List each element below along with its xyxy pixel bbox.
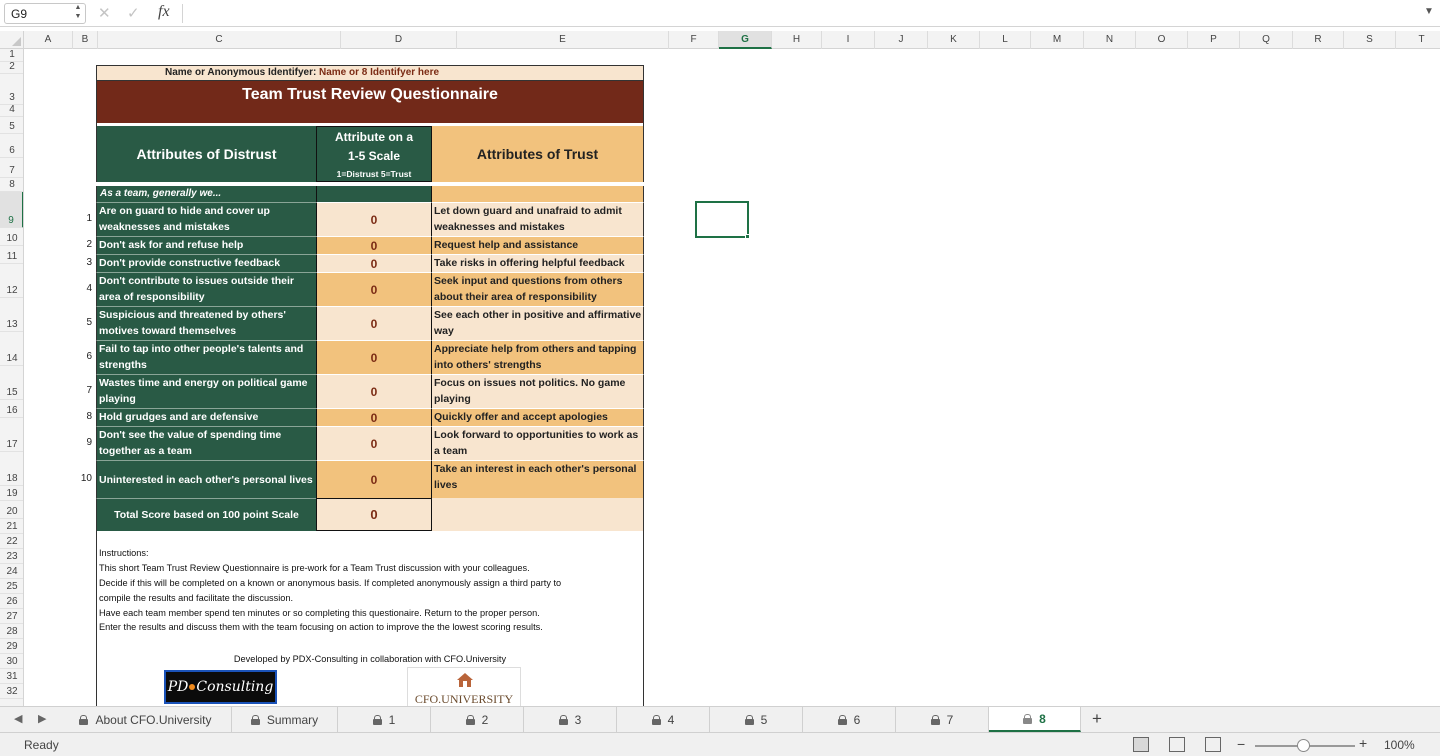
row-header-29[interactable]: 29 <box>0 639 24 654</box>
trust-attribute: Focus on issues not politics. No game playing <box>432 374 644 408</box>
row-header-24[interactable]: 24 <box>0 564 24 579</box>
column-header-i[interactable]: I <box>822 31 875 49</box>
subheader-as-a-team: As a team, generally we... <box>96 186 316 202</box>
name-box-stepper-icon[interactable]: ▲ ▼ <box>74 4 82 20</box>
trust-attribute: Request help and assistance <box>432 236 644 254</box>
item-number: 5 <box>86 317 92 328</box>
lock-icon <box>559 715 568 725</box>
header-scale <box>316 126 432 182</box>
column-header-o[interactable]: O <box>1136 31 1188 49</box>
header-distrust: Attributes of Distrust <box>96 126 316 182</box>
score-cell[interactable]: 0 <box>316 374 432 408</box>
column-header-l[interactable]: L <box>980 31 1031 49</box>
sheet-tab-7[interactable] <box>896 707 989 732</box>
column-header-p[interactable]: P <box>1188 31 1240 49</box>
trust-attribute: Look forward to opportunities to work as a team <box>432 426 644 460</box>
expand-formula-bar-icon[interactable]: ▼ <box>1424 6 1434 17</box>
row-header-1[interactable]: 1 <box>0 49 24 62</box>
column-header-h[interactable]: H <box>772 31 822 49</box>
cfo-house-icon <box>456 672 474 688</box>
trust-attribute: Let down guard and unafraid to admit weaknesses and mistakes <box>432 202 644 236</box>
distrust-attribute: Fail to tap into other people's talents and strengths <box>96 340 316 374</box>
score-cell[interactable]: 0 <box>316 340 432 374</box>
subheader-scale-blank <box>316 186 432 202</box>
row-header-18[interactable]: 18 <box>0 452 24 486</box>
lock-icon <box>1023 714 1032 724</box>
score-cell[interactable]: 0 <box>316 306 432 340</box>
row-header-15[interactable]: 15 <box>0 366 24 400</box>
item-number: 9 <box>86 437 92 448</box>
selected-cell-g9[interactable] <box>695 201 749 238</box>
sheet-tab-label: 5 <box>760 712 768 727</box>
name-identifier-row <box>96 65 644 81</box>
score-cell[interactable]: 0 <box>316 426 432 460</box>
column-header-e[interactable]: E <box>457 31 669 49</box>
normal-view-icon[interactable] <box>1133 737 1149 752</box>
column-header-a[interactable]: A <box>24 31 73 49</box>
select-all-triangle-icon <box>12 37 21 46</box>
row-header-19[interactable]: 19 <box>0 486 24 501</box>
row-header-7[interactable]: 7 <box>0 158 24 178</box>
item-number: 1 <box>86 213 92 224</box>
item-number: 8 <box>86 411 92 422</box>
score-cell[interactable]: 0 <box>316 202 432 236</box>
sheet-tab-label: 4 <box>667 712 675 727</box>
row-header-20[interactable]: 20 <box>0 501 24 519</box>
column-header-q[interactable]: Q <box>1240 31 1293 49</box>
row-header-13[interactable]: 13 <box>0 298 24 332</box>
column-header-d[interactable]: D <box>341 31 457 49</box>
instructions-line: Have each team member spend ten minutes or so completing this questionaire. Return to the proper person. <box>99 608 540 618</box>
developed-by-text: Developed by PDX-Consulting in collaboration with CFO.University <box>233 654 507 664</box>
page-break-view-icon[interactable] <box>1205 737 1221 752</box>
item-number: 10 <box>80 473 92 484</box>
page-layout-view-icon[interactable] <box>1169 737 1185 752</box>
trust-attribute: See each other in positive and affirmative way <box>432 306 644 340</box>
lock-icon <box>931 715 940 725</box>
row-headers <box>0 49 24 706</box>
distrust-attribute: Wastes time and energy on political game playing <box>96 374 316 408</box>
row-header-4[interactable]: 4 <box>0 105 24 117</box>
column-header-r[interactable]: R <box>1293 31 1344 49</box>
row-header-22[interactable]: 22 <box>0 534 24 549</box>
instructions-line: Decide if this will be completed on a known or anonymous basis. If completed anonymously assign a third party to <box>99 578 562 588</box>
name-box[interactable]: G9 <box>4 3 86 24</box>
questionnaire-title: Team Trust Review Questionnaire <box>96 81 644 123</box>
lock-icon <box>79 715 88 725</box>
name-identifier-label: Name or Anonymous Identifyer: <box>165 67 317 78</box>
item-number: 6 <box>86 351 92 362</box>
trust-attribute: Seek input and questions from others about their area of responsibility <box>432 272 644 306</box>
sheet-tab-label: 6 <box>853 712 861 727</box>
cancel-icon[interactable]: ✕ <box>98 5 111 22</box>
column-header-j[interactable]: J <box>875 31 928 49</box>
score-cell[interactable]: 0 <box>316 236 432 254</box>
pdx-consulting-logo: PD Consulting <box>164 670 277 704</box>
row-header-10[interactable]: 10 <box>0 228 24 246</box>
column-header-s[interactable]: S <box>1344 31 1396 49</box>
sheet-tab-bar <box>0 706 1440 732</box>
instructions-line: Enter the results and discuss them with the team focusing on action to improve the the lowest scoring results. <box>99 622 543 632</box>
row-header-23[interactable]: 23 <box>0 549 24 564</box>
scroll-tabs-left-icon[interactable]: ◀ <box>14 713 23 725</box>
trust-attribute: Quickly offer and accept apologies <box>432 408 644 426</box>
sheet-tab-3[interactable] <box>524 707 617 732</box>
sheet-tab-label: 8 <box>1039 711 1046 726</box>
zoom-out-button[interactable]: − <box>1237 736 1246 752</box>
header-trust: Attributes of Trust <box>432 126 644 182</box>
row-header-11[interactable]: 11 <box>0 246 24 264</box>
trust-attribute: Appreciate help from others and tapping into others' strengths <box>432 340 644 374</box>
column-header-g[interactable]: G <box>719 31 772 49</box>
column-headers <box>24 31 1440 49</box>
row-header-21[interactable]: 21 <box>0 519 24 534</box>
total-score-value[interactable]: 0 <box>316 498 432 531</box>
zoom-in-button[interactable]: + <box>1359 735 1368 751</box>
column-header-t[interactable]: T <box>1396 31 1440 49</box>
header-scale-line2: 1-5 Scale <box>347 149 401 163</box>
header-scale-line1: Attribute on a <box>335 130 413 144</box>
worksheet-grid[interactable] <box>24 49 1440 706</box>
row-header-28[interactable]: 28 <box>0 624 24 639</box>
subheader-trust-blank <box>432 186 644 202</box>
item-number: 7 <box>86 385 92 396</box>
row-header-12[interactable]: 12 <box>0 264 24 298</box>
distrust-attribute: Hold grudges and are defensive <box>96 408 316 426</box>
sheet-tab-about-cfo-university[interactable] <box>60 707 232 732</box>
header-scale-legend: 1=Distrust 5=Trust <box>336 169 412 179</box>
sheet-tab-6[interactable] <box>803 707 896 732</box>
formula-bar-divider <box>182 4 183 23</box>
sheet-tab-label: Summary <box>266 712 319 727</box>
score-cell[interactable]: 0 <box>316 272 432 306</box>
item-number: 3 <box>86 257 92 268</box>
distrust-attribute: Are on guard to hide and cover up weaknesses and mistakes <box>96 202 316 236</box>
fill-handle[interactable] <box>745 234 750 239</box>
select-all-corner[interactable] <box>0 31 24 49</box>
trust-attribute: Take an interest in each other's personal lives <box>432 460 644 498</box>
row-header-32[interactable]: 32 <box>0 684 24 699</box>
lock-icon <box>466 715 475 725</box>
row-header-25[interactable]: 25 <box>0 579 24 594</box>
zoom-slider-thumb[interactable] <box>1297 739 1310 752</box>
enter-check-icon[interactable]: ✓ <box>127 5 140 22</box>
row-header-16[interactable]: 16 <box>0 400 24 418</box>
distrust-attribute: Don't ask for and refuse help <box>96 236 316 254</box>
instructions-line: compile the results and facilitate the discussion. <box>99 593 294 603</box>
item-number: 2 <box>86 239 92 250</box>
column-header-c[interactable]: C <box>98 31 341 49</box>
column-header-b[interactable]: B <box>73 31 98 49</box>
row-header-31[interactable]: 31 <box>0 669 24 684</box>
distrust-attribute: Uninterested in each other's personal lives <box>96 460 316 498</box>
lock-icon <box>745 715 754 725</box>
lock-icon <box>652 715 661 725</box>
cfo-university-logo <box>407 667 521 706</box>
distrust-attribute: Suspicious and threatened by others' motives toward themselves <box>96 306 316 340</box>
row-header-2[interactable]: 2 <box>0 62 24 74</box>
row-header-6[interactable]: 6 <box>0 134 24 158</box>
name-identifier-value[interactable]: Name or 8 Identifyer here <box>319 67 440 78</box>
row-header-27[interactable]: 27 <box>0 609 24 624</box>
row-header-17[interactable]: 17 <box>0 418 24 452</box>
add-sheet-button[interactable]: + <box>1092 709 1102 728</box>
row-header-9[interactable]: 9 <box>0 192 24 228</box>
row-header-14[interactable]: 14 <box>0 332 24 366</box>
score-cell[interactable]: 0 <box>316 254 432 272</box>
sheet-tab-label: 3 <box>574 712 582 727</box>
lock-icon <box>838 715 847 725</box>
sheet-tab-5[interactable] <box>710 707 803 732</box>
instructions-line: This short Team Trust Review Questionnaire is pre-work for a Team Trust discussion with your colleagues. <box>99 563 530 573</box>
distrust-attribute: Don't see the value of spending time together as a team <box>96 426 316 460</box>
column-header-n[interactable]: N <box>1084 31 1136 49</box>
sheet-tab-1[interactable] <box>338 707 431 732</box>
status-bar <box>0 732 1440 756</box>
distrust-attribute: Don't provide constructive feedback <box>96 254 316 272</box>
row-header-30[interactable]: 30 <box>0 654 24 669</box>
instructions-heading: Instructions: <box>99 548 149 558</box>
item-number: 4 <box>86 283 92 294</box>
total-score-blank <box>432 498 644 531</box>
formula-input[interactable] <box>186 4 1416 23</box>
row-header-5[interactable]: 5 <box>0 117 24 134</box>
trust-attribute: Take risks in offering helpful feedback <box>432 254 644 272</box>
lock-icon <box>251 715 260 725</box>
column-header-k[interactable]: K <box>928 31 980 49</box>
scroll-tabs-right-icon[interactable]: ▶ <box>38 713 47 725</box>
sheet-tab-8[interactable] <box>989 707 1081 732</box>
sheet-tab-label: 7 <box>946 712 954 727</box>
row-header-3[interactable]: 3 <box>0 74 24 105</box>
sheet-tab-4[interactable] <box>617 707 710 732</box>
sheet-tab-label: 2 <box>481 712 489 727</box>
column-header-f[interactable]: F <box>669 31 719 49</box>
total-score-label: Total Score based on 100 point Scale <box>96 498 316 531</box>
cfo-university-text: CFO.UNIVERSITY <box>414 692 514 706</box>
sheet-tab-label: About CFO.University <box>95 712 212 727</box>
row-header-8[interactable]: 8 <box>0 178 24 192</box>
insert-function-icon[interactable]: fx <box>158 3 170 20</box>
sheet-tab-label: 1 <box>388 712 396 727</box>
row-header-26[interactable]: 26 <box>0 594 24 609</box>
lock-icon <box>373 715 382 725</box>
column-header-m[interactable]: M <box>1031 31 1084 49</box>
zoom-level[interactable]: 100% <box>1384 738 1415 752</box>
score-cell[interactable]: 0 <box>316 408 432 426</box>
status-text: Ready <box>24 738 59 752</box>
score-cell[interactable]: 0 <box>316 460 432 498</box>
sheet-tab-2[interactable] <box>431 707 524 732</box>
sheet-tab-summary[interactable] <box>232 707 338 732</box>
distrust-attribute: Don't contribute to issues outside their area of responsibility <box>96 272 316 306</box>
formula-bar <box>0 0 1440 27</box>
